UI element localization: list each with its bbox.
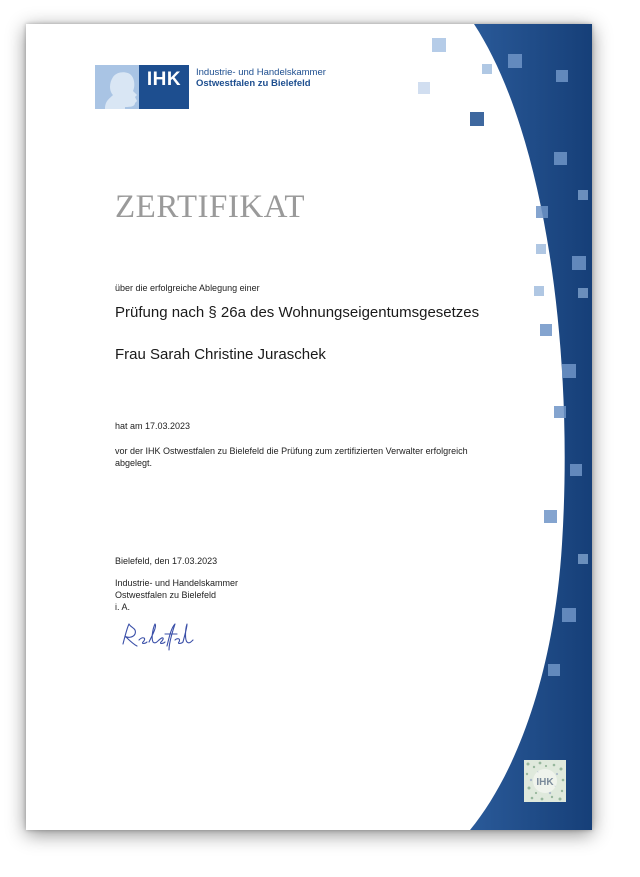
body-text-line-2: abgelegt.: [115, 458, 153, 468]
issuer-line-3: i. A.: [115, 602, 131, 612]
exam-name: Prüfung nach § 26a des Wohnungseigentumsgesetzes: [115, 304, 480, 321]
logo-line-1: Industrie- und Handelskammer: [196, 67, 326, 78]
certificate-title: ZERTIFIKAT: [115, 189, 305, 225]
certificate-sheet: [26, 24, 592, 830]
ihk-logo-mark: [95, 65, 189, 109]
handwritten-signature: [119, 620, 199, 652]
ihk-logo-box: [139, 65, 189, 109]
issuer-line-2: Ostwestfalen zu Bielefeld: [115, 590, 217, 600]
logo-line-2: Ostwestfalen zu Bielefeld: [196, 78, 311, 89]
hologram-seal: [524, 760, 566, 802]
holder-name: Frau Sarah Christine Juraschek: [115, 346, 326, 363]
place-date: Bielefeld, den 17.03.2023: [115, 556, 218, 566]
ihk-logo: [95, 65, 326, 107]
exam-date-text: hat am 17.03.2023: [115, 421, 191, 431]
intro-text: über die erfolgreiche Ablegung einer: [115, 283, 260, 293]
decorative-blue-band: [26, 24, 592, 830]
logo-abbrev: IHK: [146, 69, 182, 90]
issuer-line-1: Industrie- und Handelskammer: [115, 578, 239, 588]
logo-wordmark: [196, 67, 326, 89]
body-text-line-1: vor der IHK Ostwestfalen zu Bielefeld die Prüfung zum zertifizierten Verwalter erfolgreich: [115, 446, 468, 456]
seal-text: IHK: [536, 777, 554, 788]
